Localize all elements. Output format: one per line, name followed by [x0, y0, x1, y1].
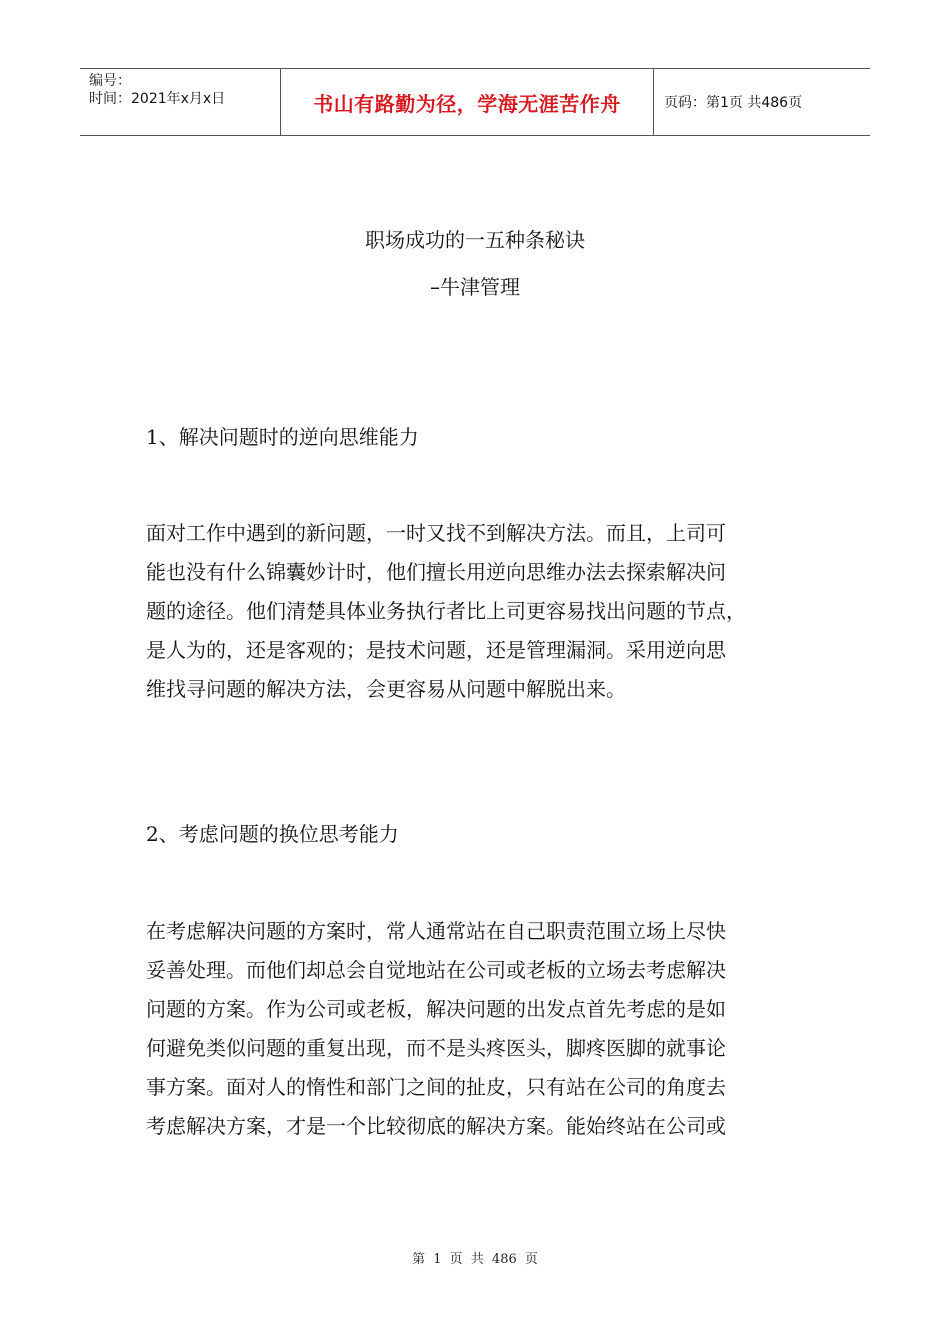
paragraph-line: 何避免类似问题的重复出现，而不是头疼医头，脚疼医脚的就事论	[146, 1036, 726, 1060]
document-title: 职场成功的一五种条秘诀	[365, 228, 585, 252]
section-heading-2: 2、考虑问题的换位思考能力	[146, 822, 399, 846]
section-heading-1: 1、解决问题时的逆向思维能力	[146, 425, 419, 449]
number-label: 编号：	[89, 73, 131, 89]
header-meta	[80, 69, 281, 135]
paragraph-line: 问题的方案。作为公司或老板，解决问题的出发点首先考虑的是如	[146, 997, 726, 1021]
paragraph-line: 考虑解决方案，才是一个比较彻底的解决方案。能始终站在公司或	[146, 1114, 726, 1138]
page-header	[80, 68, 870, 136]
paragraph-line: 事方案。面对人的惰性和部门之间的扯皮，只有站在公司的角度去	[146, 1075, 726, 1099]
header-motto: 书山有路勤为径，学海无涯苦作舟	[281, 69, 654, 135]
paragraph-line: 维找寻问题的解决方法，会更容易从问题中解脱出来。	[146, 677, 626, 701]
document-subtitle: –牛津管理	[430, 275, 520, 299]
time-label: 时间：2021年x月x日	[89, 91, 226, 107]
section-paragraph-1	[146, 514, 826, 709]
paragraph-line: 在考虑解决问题的方案时，常人通常站在自己职责范围立场上尽快	[146, 919, 726, 943]
header-page-info: 页码：第1页 共486页	[664, 95, 803, 111]
paragraph-line: 妥善处理。而他们却总会自觉地站在公司或老板的立场去考虑解决	[146, 958, 726, 982]
paragraph-line: 能也没有什么锦囊妙计时，他们擅长用逆向思维办法去探索解决问	[146, 560, 726, 584]
paragraph-line: 题的途径。他们清楚具体业务执行者比上司更容易找出问题的节点，	[146, 599, 746, 623]
paragraph-line: 是人为的，还是客观的；是技术问题，还是管理漏洞。采用逆向思	[146, 638, 726, 662]
page-footer: 第 1 页 共 486 页	[412, 1252, 538, 1267]
paragraph-line: 面对工作中遇到的新问题，一时又找不到解决方法。而且，上司可	[146, 521, 726, 545]
section-paragraph-2	[146, 912, 826, 1146]
